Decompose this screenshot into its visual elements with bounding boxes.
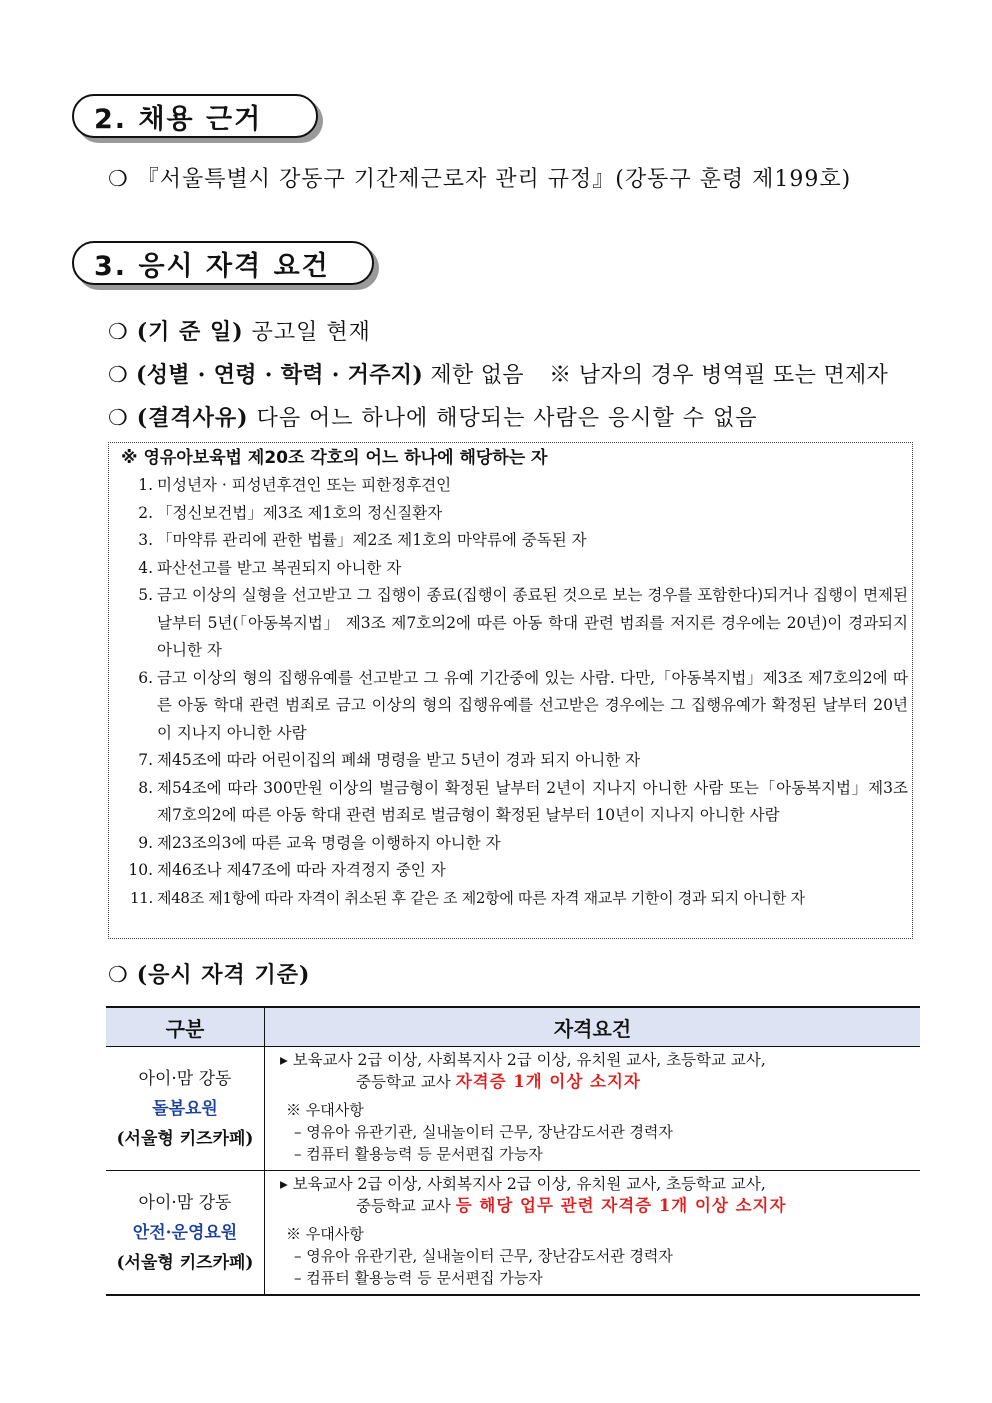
facility-type: (서울형 키즈카페) xyxy=(116,1253,254,1273)
category-cell xyxy=(106,1171,265,1295)
list-item xyxy=(117,472,908,500)
disqualification-label: (결격사유) xyxy=(136,405,249,431)
req-plain: 중등학교 교사 xyxy=(356,1197,451,1215)
item-text: 「정신보건법」제3조 제1호의 정신질환자 xyxy=(157,503,443,522)
item-number: 6. xyxy=(138,668,153,687)
item-number: 7. xyxy=(138,751,153,769)
header-requirements: 자격요건 xyxy=(265,1007,921,1047)
item-number: 4. xyxy=(138,558,153,577)
list-item xyxy=(117,527,908,555)
disqualification-line xyxy=(108,401,758,432)
item-number: 2. xyxy=(138,503,153,522)
req-line-1: ▸ 보육교사 2급 이상, 사회복지사 2급 이상, 유치원 교사, 초등학교 교사, xyxy=(280,1051,766,1069)
bullet-circle-icon: ❍ xyxy=(108,167,129,192)
category-cell xyxy=(106,1047,265,1171)
item-text: 파산선고를 받고 복권되지 아니한 자 xyxy=(157,558,402,577)
item-text: 제48조 제1항에 따라 자격이 취소된 후 같은 조 제2항에 따른 자격 재교부 기한이 경과 되지 아니한 자 xyxy=(157,888,805,907)
preference-item: – 컴퓨터 활용능력 등 문서편집 가능자 xyxy=(294,1145,543,1163)
item-number: 9. xyxy=(138,833,153,852)
list-item xyxy=(117,747,908,775)
restrictions-label: (성별 · 연령 · 학력 · 거주지) xyxy=(136,362,424,388)
preference-item: – 영유아 유관기관, 실내놀이터 근무, 장난감도서관 경력자 xyxy=(294,1123,673,1141)
list-item xyxy=(117,775,908,830)
bullet-circle-icon: ❍ xyxy=(108,320,129,345)
item-text: 미성년자 · 피성년후견인 또는 피한정후견인 xyxy=(157,476,452,494)
preference-title: ※ 우대사항 xyxy=(286,1101,364,1119)
facility-type: (서울형 키즈카페) xyxy=(116,1129,254,1149)
requirements-cell xyxy=(265,1171,921,1295)
restrictions-line xyxy=(108,358,888,389)
list-item xyxy=(117,665,908,748)
list-item xyxy=(117,555,908,583)
req-plain: 중등학교 교사 xyxy=(356,1073,451,1091)
item-number: 1. xyxy=(138,476,153,494)
item-number: 8. xyxy=(138,778,153,797)
item-text: 제23조의3에 따른 교육 명령을 이행하지 아니한 자 xyxy=(157,833,501,852)
list-item xyxy=(117,885,908,913)
item-number: 10. xyxy=(128,861,153,879)
table-header-row xyxy=(106,1007,920,1047)
list-item xyxy=(117,830,908,858)
employment-basis xyxy=(108,162,851,193)
req-highlight: 자격증 1개 이상 소지자 xyxy=(455,1072,641,1091)
item-number: 5. xyxy=(138,586,153,604)
bullet-circle-icon: ❍ xyxy=(108,963,129,988)
employment-basis-text: 『서울특별시 강동구 기간제근로자 관리 규정』(강동구 훈령 제199호) xyxy=(136,167,852,192)
military-note: ※ 남자의 경우 병역필 또는 면제자 xyxy=(549,363,889,388)
place-name: 아이·맘 강동 xyxy=(138,1193,232,1213)
qualification-table xyxy=(106,1006,920,1296)
bullet-circle-icon: ❍ xyxy=(108,406,129,431)
section-2-title: 2. 채용 근거 xyxy=(94,103,263,135)
list-item xyxy=(117,500,908,528)
bullet-circle-icon: ❍ xyxy=(108,363,129,388)
req-highlight: 등 해당 업무 관련 자격증 1개 이상 소지자 xyxy=(455,1196,787,1215)
item-number: 3. xyxy=(138,531,153,549)
section-3-heading xyxy=(72,241,374,285)
criteria-date-line xyxy=(108,315,371,346)
restrictions-text: 제한 없음 xyxy=(430,363,524,388)
item-text: 제46조나 제47조에 따라 자격정지 중인 자 xyxy=(157,861,446,879)
table-row xyxy=(106,1047,920,1171)
disqualification-text: 다음 어느 하나에 해당되는 사람은 응시할 수 없음 xyxy=(256,406,758,431)
requirements-cell xyxy=(265,1047,921,1171)
role-name: 안전·운영요원 xyxy=(132,1223,238,1243)
disqualification-box-title: ※ 영유아보육법 제20조 각호의 어느 하나에 해당하는 자 xyxy=(121,448,548,468)
item-number: 11. xyxy=(130,888,153,907)
qual-standard-line xyxy=(108,958,310,989)
item-text: 금고 이상의 실형을 선고받고 그 집행이 종료(집행이 종료된 것으로 보는 경우를 포함한다)되거나 집행이 면제된 날부터 5년(「아동복지법」 제3조 제7호의2에 따른 아동 학대 관련 범죄를 저지른 경우에는 20년)이 경과되지 아니한 자 xyxy=(157,586,908,659)
section-2-heading xyxy=(72,94,318,138)
role-name: 돌봄요원 xyxy=(152,1099,218,1119)
preference-title: ※ 우대사항 xyxy=(286,1225,364,1243)
table-row xyxy=(106,1171,920,1295)
qual-standard-label: (응시 자격 기준) xyxy=(136,962,311,988)
preference-item: – 영유아 유관기관, 실내놀이터 근무, 장난감도서관 경력자 xyxy=(294,1247,673,1265)
item-text: 금고 이상의 형의 집행유예를 선고받고 그 유예 기간중에 있는 사람. 다만,「아동복지법」제3조 제7호의2에 따른 아동 학대 관련 범죄로 금고 이상의 형의 집행유예를 선고받은 경우에는 그 집행유예가 확정된 날부터 20년이 지나지 아니한 사람 xyxy=(157,668,908,742)
list-item xyxy=(117,582,908,665)
item-text: 제54조에 따라 300만원 이상의 벌금형이 확정된 날부터 2년이 지나지 아니한 사람 또는「아동복지법」제3조 제7호의2에 따른 아동 학대 관련 범죄로 벌금형이 확정된 날부터 10년이 지나지 아니한 사람 xyxy=(157,778,908,824)
criteria-date-label: (기 준 일) xyxy=(136,319,244,345)
req-line-1: ▸ 보육교사 2급 이상, 사회복지사 2급 이상, 유치원 교사, 초등학교 교사, xyxy=(280,1175,766,1193)
place-name: 아이·맘 강동 xyxy=(138,1069,232,1089)
criteria-date-text: 공고일 현재 xyxy=(251,320,371,345)
req-line-2 xyxy=(266,1195,919,1217)
section-3-title: 3. 응시 자격 요건 xyxy=(94,250,330,282)
preference-item: – 컴퓨터 활용능력 등 문서편집 가능자 xyxy=(294,1269,543,1287)
item-text: 제45조에 따라 어린이집의 폐쇄 명령을 받고 5년이 경과 되지 아니한 자 xyxy=(157,751,641,769)
req-line-2 xyxy=(266,1071,919,1093)
list-item xyxy=(117,857,908,885)
disqualification-box xyxy=(108,442,913,939)
header-category: 구분 xyxy=(106,1007,265,1047)
item-text: 「마약류 관리에 관한 법률」제2조 제1호의 마약류에 중독된 자 xyxy=(157,531,587,549)
